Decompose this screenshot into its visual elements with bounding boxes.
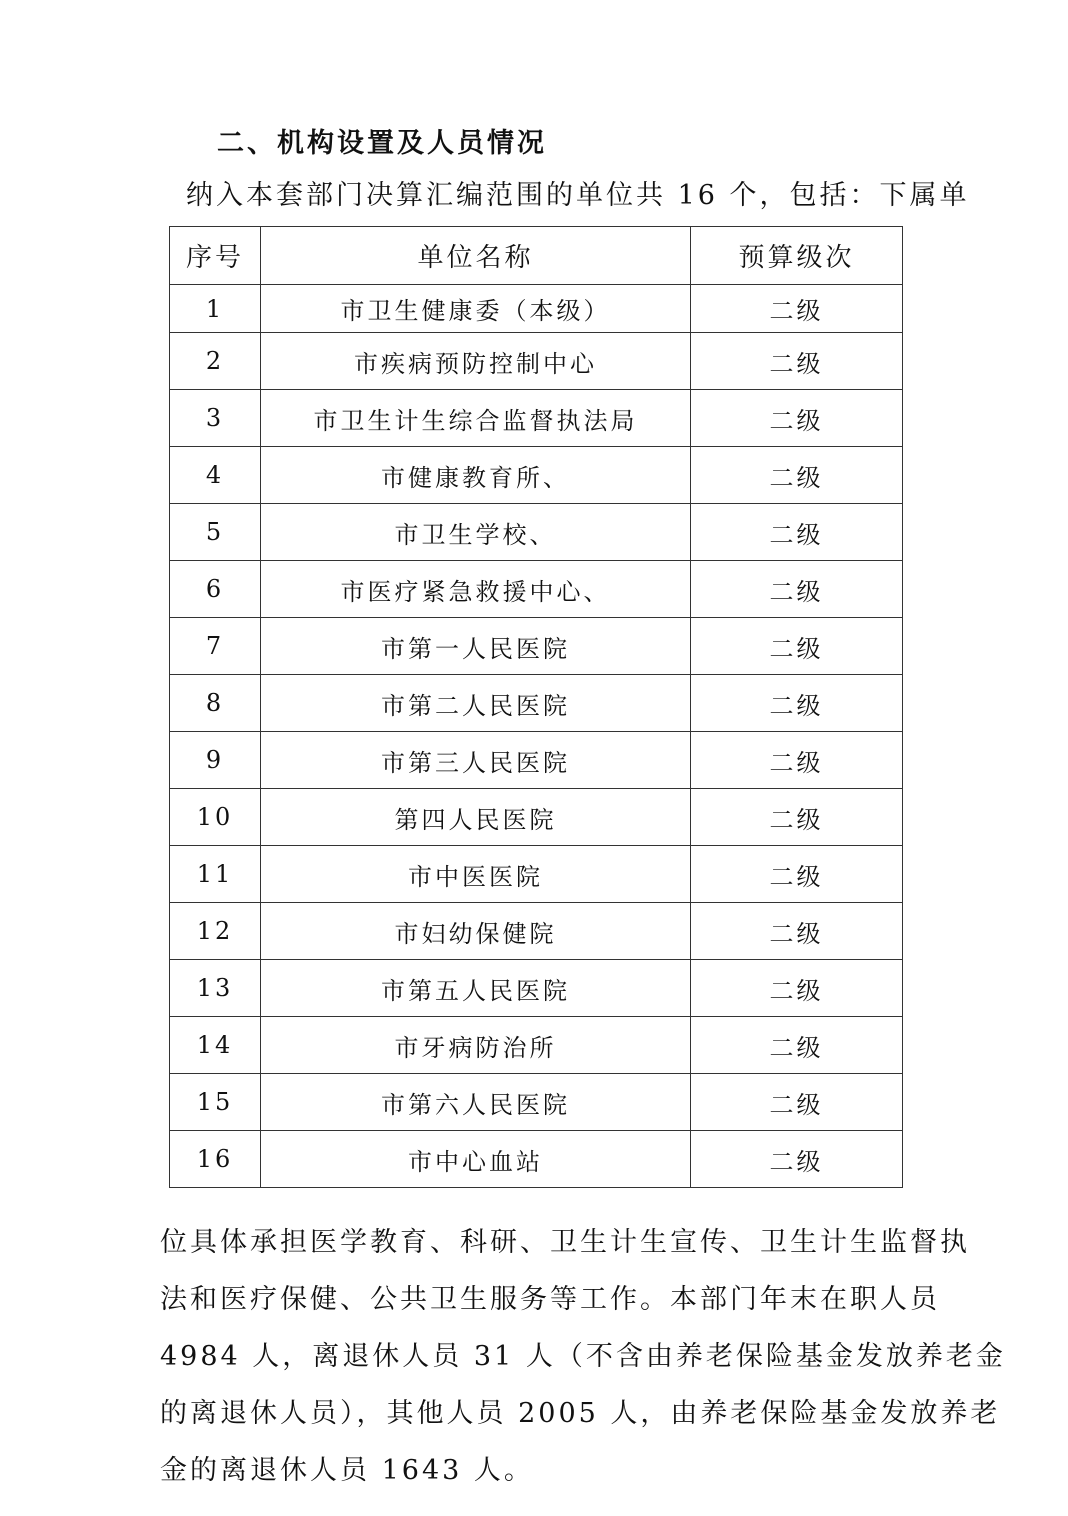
cell-serial-number: 5 bbox=[170, 504, 261, 561]
cell-budget-level: 二级 bbox=[691, 732, 903, 789]
cell-unit-name: 市中医医院 bbox=[261, 846, 691, 903]
units-table bbox=[169, 226, 903, 1188]
cell-serial-number: 6 bbox=[170, 561, 261, 618]
paragraph-line: 位具体承担医学教育、科研、卫生计生宣传、卫生计生监督执 bbox=[160, 1227, 970, 1258]
table-row bbox=[170, 447, 903, 504]
cell-budget-level: 二级 bbox=[691, 903, 903, 960]
cell-unit-name: 市牙病防治所 bbox=[261, 1017, 691, 1074]
table-header-row bbox=[170, 227, 903, 285]
paragraph-line: 法和医疗保健、公共卫生服务等工作。本部门年末在职人员 bbox=[160, 1284, 940, 1315]
cell-budget-level: 二级 bbox=[691, 285, 903, 333]
table-row bbox=[170, 960, 903, 1017]
cell-budget-level: 二级 bbox=[691, 1131, 903, 1188]
cell-unit-name: 市中心血站 bbox=[261, 1131, 691, 1188]
table-row bbox=[170, 561, 903, 618]
table-row bbox=[170, 285, 903, 333]
table-row bbox=[170, 1131, 903, 1188]
paragraph-line: 金的离退休人员 1643 人。 bbox=[160, 1455, 534, 1486]
table-row bbox=[170, 732, 903, 789]
cell-budget-level: 二级 bbox=[691, 447, 903, 504]
cell-serial-number: 4 bbox=[170, 447, 261, 504]
cell-serial-number: 9 bbox=[170, 732, 261, 789]
cell-serial-number: 1 bbox=[170, 285, 261, 333]
cell-unit-name: 市第三人民医院 bbox=[261, 732, 691, 789]
cell-unit-name: 市第五人民医院 bbox=[261, 960, 691, 1017]
cell-unit-name: 市卫生计生综合监督执法局 bbox=[261, 390, 691, 447]
cell-unit-name: 市妇幼保健院 bbox=[261, 903, 691, 960]
staffing-paragraph bbox=[160, 1214, 1006, 1499]
cell-unit-name: 市第一人民医院 bbox=[261, 618, 691, 675]
paragraph-line: 的离退休人员），其他人员 2005 人，由养老保险基金发放养老 bbox=[160, 1398, 1001, 1429]
section-heading: 二、机构设置及人员情况 bbox=[217, 128, 547, 159]
cell-budget-level: 二级 bbox=[691, 390, 903, 447]
cell-serial-number: 16 bbox=[170, 1131, 261, 1188]
cell-unit-name: 市第二人民医院 bbox=[261, 675, 691, 732]
cell-budget-level: 二级 bbox=[691, 504, 903, 561]
table-row bbox=[170, 333, 903, 390]
cell-budget-level: 二级 bbox=[691, 675, 903, 732]
cell-budget-level: 二级 bbox=[691, 1017, 903, 1074]
table-row bbox=[170, 846, 903, 903]
cell-budget-level: 二级 bbox=[691, 333, 903, 390]
cell-budget-level: 二级 bbox=[691, 1074, 903, 1131]
paragraph-line: 4984 人，离退休人员 31 人（不含由养老保险基金发放养老金 bbox=[160, 1341, 1006, 1372]
cell-unit-name: 市卫生健康委（本级） bbox=[261, 285, 691, 333]
cell-unit-name: 市疾病预防控制中心 bbox=[261, 333, 691, 390]
cell-serial-number: 3 bbox=[170, 390, 261, 447]
cell-serial-number: 10 bbox=[170, 789, 261, 846]
cell-serial-number: 2 bbox=[170, 333, 261, 390]
cell-budget-level: 二级 bbox=[691, 789, 903, 846]
cell-serial-number: 8 bbox=[170, 675, 261, 732]
table-row bbox=[170, 675, 903, 732]
intro-paragraph: 纳入本套部门决算汇编范围的单位共 16 个，包括：下属单 bbox=[186, 180, 970, 211]
cell-budget-level: 二级 bbox=[691, 960, 903, 1017]
cell-serial-number: 15 bbox=[170, 1074, 261, 1131]
header-serial-number: 序号 bbox=[170, 227, 261, 285]
table-row bbox=[170, 1017, 903, 1074]
cell-budget-level: 二级 bbox=[691, 618, 903, 675]
cell-unit-name: 市卫生学校、 bbox=[261, 504, 691, 561]
table-row bbox=[170, 618, 903, 675]
cell-serial-number: 11 bbox=[170, 846, 261, 903]
cell-budget-level: 二级 bbox=[691, 561, 903, 618]
header-unit-name: 单位名称 bbox=[261, 227, 691, 285]
cell-unit-name: 第四人民医院 bbox=[261, 789, 691, 846]
header-budget-level: 预算级次 bbox=[691, 227, 903, 285]
cell-serial-number: 7 bbox=[170, 618, 261, 675]
cell-unit-name: 市医疗紧急救援中心、 bbox=[261, 561, 691, 618]
table-row bbox=[170, 390, 903, 447]
cell-serial-number: 13 bbox=[170, 960, 261, 1017]
cell-serial-number: 12 bbox=[170, 903, 261, 960]
cell-unit-name: 市第六人民医院 bbox=[261, 1074, 691, 1131]
table-row bbox=[170, 504, 903, 561]
cell-serial-number: 14 bbox=[170, 1017, 261, 1074]
table-row bbox=[170, 789, 903, 846]
table-row bbox=[170, 903, 903, 960]
table-row bbox=[170, 1074, 903, 1131]
cell-unit-name: 市健康教育所、 bbox=[261, 447, 691, 504]
cell-budget-level: 二级 bbox=[691, 846, 903, 903]
